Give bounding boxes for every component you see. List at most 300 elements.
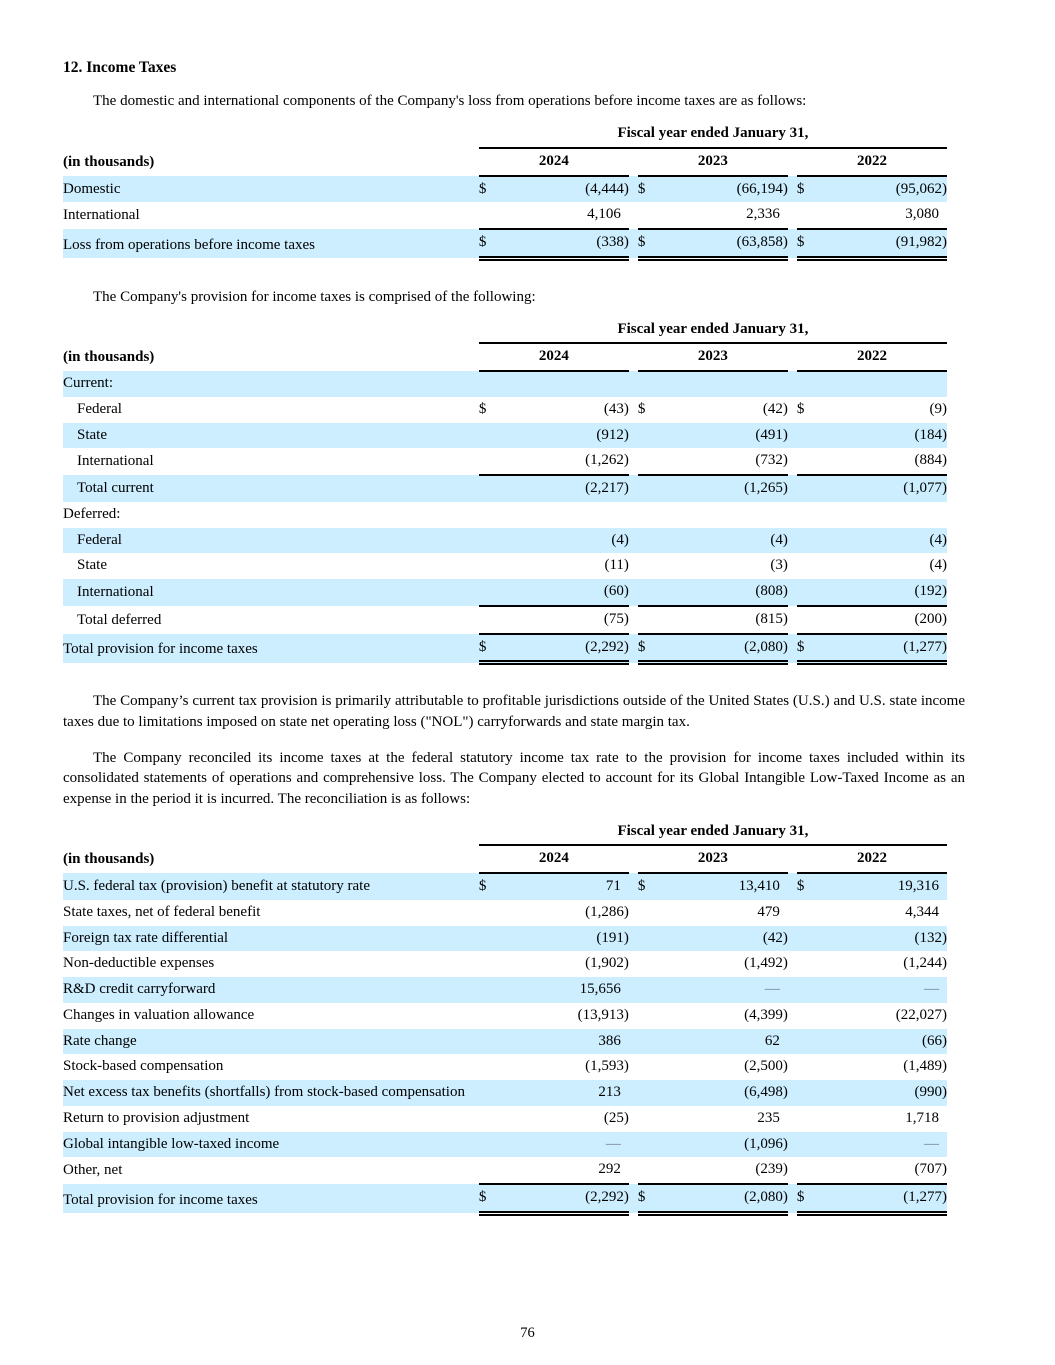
table-row bbox=[63, 371, 947, 397]
value-cell: (6,498) bbox=[660, 1080, 788, 1106]
gap-cell bbox=[470, 202, 479, 229]
row-label: International bbox=[77, 453, 154, 470]
dollar-sign-cell bbox=[479, 1106, 501, 1132]
gap-cell bbox=[470, 634, 479, 663]
dollar-sign-cell: $ bbox=[797, 229, 819, 258]
dollar-sign-cell bbox=[638, 926, 660, 952]
dollar-sign-cell: $ bbox=[479, 176, 501, 203]
year-header: 2022 bbox=[797, 343, 947, 371]
dollar-sign-cell bbox=[797, 553, 819, 579]
units-label: (in thousands) bbox=[63, 851, 155, 868]
value-cell: (815) bbox=[660, 606, 788, 634]
value-cell: 3,080 bbox=[819, 202, 947, 229]
gap-cell bbox=[629, 1054, 638, 1080]
gap-cell bbox=[470, 343, 479, 371]
gap-cell bbox=[470, 873, 479, 900]
gap-cell bbox=[788, 1157, 797, 1184]
paragraph-current-provision-note: The Company’s current tax provision is primarily attributable to profitable jurisdictions outside of the United States (U.S.) and U.S. state income taxes due to limitations imposed on state net operating loss ("NOL") carryforwards and state margin tax. bbox=[63, 693, 965, 730]
dollar-sign-cell bbox=[797, 951, 819, 977]
gap-cell bbox=[470, 121, 479, 148]
value-cell: 13,410 bbox=[660, 873, 788, 900]
value-cell: 235 bbox=[757, 1109, 780, 1126]
row-label: Changes in valuation allowance bbox=[63, 1006, 255, 1023]
table-row bbox=[63, 1054, 947, 1080]
gap-cell bbox=[788, 423, 797, 449]
financial-table-provision-for-income-taxes bbox=[63, 317, 947, 666]
dollar-sign-cell bbox=[638, 579, 660, 606]
dash-placeholder: — bbox=[605, 1135, 621, 1152]
row-label: Global intangible low-taxed income bbox=[63, 1132, 470, 1158]
value-cell: (990) bbox=[819, 1080, 947, 1106]
dollar-sign-cell bbox=[638, 1157, 660, 1184]
dollar-sign-cell: $ bbox=[796, 400, 805, 417]
value-cell: (1,262) bbox=[501, 448, 629, 475]
value-cell bbox=[819, 502, 947, 528]
gap-cell bbox=[629, 553, 638, 579]
gap-cell bbox=[470, 1080, 479, 1106]
value-cell: (1,593) bbox=[585, 1058, 629, 1075]
value-cell: (4) bbox=[929, 557, 947, 574]
year-header: 2023 bbox=[638, 343, 788, 371]
year-header: 2023 bbox=[638, 148, 788, 176]
table-row bbox=[63, 634, 947, 663]
gap-cell bbox=[470, 845, 479, 873]
dollar-sign-cell: $ bbox=[638, 229, 660, 258]
dollar-sign-cell bbox=[479, 202, 501, 229]
dollar-sign-cell: $ bbox=[638, 873, 660, 900]
paragraph-components-intro: The domestic and international components of the Company's loss from operations before income taxes are as follows: bbox=[93, 93, 807, 110]
dollar-sign-cell bbox=[797, 448, 819, 475]
table-row bbox=[63, 926, 947, 952]
gap-cell bbox=[629, 229, 638, 258]
gap-cell bbox=[788, 579, 797, 606]
dollar-sign-cell bbox=[797, 1106, 819, 1132]
gap-cell bbox=[788, 343, 797, 371]
gap-cell bbox=[788, 1029, 797, 1055]
value-cell: (2,080) bbox=[660, 634, 788, 663]
table-row bbox=[63, 423, 947, 449]
period-header: Fiscal year ended January 31, bbox=[479, 819, 947, 846]
row-label: State taxes, net of federal benefit bbox=[63, 903, 261, 920]
year-header-row bbox=[63, 343, 947, 371]
table-row bbox=[63, 502, 947, 528]
dollar-sign-cell bbox=[479, 951, 501, 977]
gap-cell bbox=[629, 343, 638, 371]
row-label: Total provision for income taxes bbox=[63, 634, 470, 663]
value-cell: (192) bbox=[819, 579, 947, 606]
dollar-sign-cell bbox=[638, 900, 660, 926]
value-cell: (4,399) bbox=[744, 1006, 788, 1023]
gap-cell bbox=[629, 900, 638, 926]
gap-cell bbox=[470, 553, 479, 579]
table-row bbox=[63, 606, 947, 634]
year-header: 2022 bbox=[797, 148, 947, 176]
value-cell: (132) bbox=[819, 926, 947, 952]
value-cell: (1,096) bbox=[660, 1132, 788, 1158]
year-header: 2023 bbox=[638, 845, 788, 873]
value-cell bbox=[819, 371, 947, 397]
period-header: Fiscal year ended January 31, bbox=[479, 121, 947, 148]
gap-cell bbox=[470, 1106, 479, 1132]
dollar-sign-cell bbox=[638, 1080, 660, 1106]
row-label: Non-deductible expenses bbox=[63, 955, 215, 972]
gap-cell bbox=[788, 900, 797, 926]
table-row bbox=[63, 229, 947, 258]
year-header-row bbox=[63, 845, 947, 873]
table-provision-for-income-taxes bbox=[63, 317, 965, 666]
row-label-spacer bbox=[63, 317, 470, 344]
dollar-sign-cell bbox=[797, 900, 819, 926]
value-cell: (1,277) bbox=[819, 1184, 947, 1213]
year-header: 2024 bbox=[479, 148, 629, 176]
value-cell: (884) bbox=[819, 448, 947, 475]
gap-cell bbox=[788, 606, 797, 634]
period-header-row bbox=[63, 317, 947, 344]
value-cell: (491) bbox=[660, 423, 788, 449]
gap-cell bbox=[629, 1132, 638, 1158]
dollar-sign-cell bbox=[638, 1003, 660, 1029]
gap-cell bbox=[629, 148, 638, 176]
dollar-sign-cell: $ bbox=[479, 873, 501, 900]
row-label: Foreign tax rate differential bbox=[63, 926, 470, 952]
dollar-sign-cell bbox=[638, 1054, 660, 1080]
value-cell: (95,062) bbox=[819, 176, 947, 203]
dollar-sign-cell bbox=[479, 371, 501, 397]
value-cell: (239) bbox=[660, 1157, 788, 1184]
value-cell: 62 bbox=[660, 1029, 788, 1055]
gap-cell bbox=[470, 1184, 479, 1213]
value-cell: (25) bbox=[603, 1109, 629, 1126]
value-cell: (1,286) bbox=[585, 903, 629, 920]
row-label: Rate change bbox=[63, 1029, 470, 1055]
dollar-sign-cell bbox=[638, 553, 660, 579]
dollar-sign-cell bbox=[479, 926, 501, 952]
gap-cell bbox=[788, 1106, 797, 1132]
gap-cell bbox=[629, 1184, 638, 1213]
dollar-sign-cell: $ bbox=[638, 1184, 660, 1213]
year-header: 2022 bbox=[797, 845, 947, 873]
gap-cell bbox=[470, 579, 479, 606]
value-cell: (66) bbox=[819, 1029, 947, 1055]
gap-cell bbox=[470, 528, 479, 554]
dollar-sign-cell bbox=[638, 448, 660, 475]
value-cell: (22,027) bbox=[895, 1006, 947, 1023]
value-cell: (1,902) bbox=[585, 955, 629, 972]
gap-cell bbox=[470, 1054, 479, 1080]
dollar-sign-cell: $ bbox=[638, 634, 660, 663]
gap-cell bbox=[788, 528, 797, 554]
row-label: U.S. federal tax (provision) benefit at statutory rate bbox=[63, 873, 470, 900]
row-label: Total deferred bbox=[77, 611, 162, 628]
table-row bbox=[63, 202, 947, 229]
gap-cell bbox=[788, 371, 797, 397]
value-cell: (200) bbox=[819, 606, 947, 634]
financial-table-rate-reconciliation bbox=[63, 819, 947, 1216]
dash-placeholder: — bbox=[764, 981, 780, 998]
value-cell: 4,106 bbox=[501, 202, 629, 229]
gap-cell bbox=[788, 926, 797, 952]
table-row bbox=[63, 873, 947, 900]
gap-cell bbox=[788, 397, 797, 423]
dollar-sign-cell bbox=[479, 448, 501, 475]
value-cell bbox=[660, 502, 788, 528]
dollar-sign-cell bbox=[638, 528, 660, 554]
gap-cell bbox=[788, 977, 797, 1003]
table-loss-before-income-taxes bbox=[63, 121, 965, 261]
gap-cell bbox=[470, 423, 479, 449]
table-row bbox=[63, 397, 947, 423]
dollar-sign-cell bbox=[638, 475, 660, 502]
section-heading: 12. Income Taxes bbox=[63, 59, 177, 76]
value-cell: (1,489) bbox=[903, 1058, 947, 1075]
paragraph-provision-intro: The Company's provision for income taxes is comprised of the following: bbox=[93, 288, 536, 305]
value-cell: 71 bbox=[501, 873, 629, 900]
dollar-sign-cell bbox=[479, 1003, 501, 1029]
table-rate-reconciliation bbox=[63, 819, 965, 1216]
dollar-sign-cell bbox=[479, 1132, 501, 1158]
table-row bbox=[63, 1003, 947, 1029]
gap-cell bbox=[629, 423, 638, 449]
page-number: 76 bbox=[520, 1325, 535, 1341]
value-cell: (63,858) bbox=[660, 229, 788, 258]
value-cell bbox=[819, 1132, 947, 1158]
gap-cell bbox=[629, 926, 638, 952]
gap-cell bbox=[470, 229, 479, 258]
gap-cell bbox=[629, 528, 638, 554]
dollar-sign-cell bbox=[638, 1029, 660, 1055]
gap-cell bbox=[470, 1132, 479, 1158]
dollar-sign-cell bbox=[479, 1157, 501, 1184]
row-label: State bbox=[63, 423, 470, 449]
table-row bbox=[63, 1184, 947, 1213]
gap-cell bbox=[470, 977, 479, 1003]
gap-cell bbox=[629, 475, 638, 502]
value-cell: (2,217) bbox=[501, 475, 629, 502]
gap-cell bbox=[629, 1157, 638, 1184]
value-cell: (66,194) bbox=[660, 176, 788, 203]
table-row bbox=[63, 448, 947, 475]
dollar-sign-cell: $ bbox=[638, 176, 660, 203]
value-cell bbox=[501, 371, 629, 397]
dollar-sign-cell bbox=[638, 951, 660, 977]
value-cell: 292 bbox=[501, 1157, 629, 1184]
value-cell: (60) bbox=[501, 579, 629, 606]
gap-cell bbox=[470, 371, 479, 397]
value-cell: (1,077) bbox=[819, 475, 947, 502]
table-row bbox=[63, 1080, 947, 1106]
gap-cell bbox=[629, 448, 638, 475]
value-cell: (1,492) bbox=[744, 955, 788, 972]
row-label: Deferred: bbox=[63, 505, 121, 522]
value-cell: (338) bbox=[501, 229, 629, 258]
gap-cell bbox=[470, 502, 479, 528]
row-label: Federal bbox=[63, 528, 470, 554]
dollar-sign-cell bbox=[797, 423, 819, 449]
row-label-spacer bbox=[63, 819, 470, 846]
gap-cell bbox=[629, 202, 638, 229]
table-row bbox=[63, 553, 947, 579]
dollar-sign-cell bbox=[638, 1106, 660, 1132]
table-row bbox=[63, 900, 947, 926]
value-cell: 1,718 bbox=[905, 1109, 939, 1126]
value-cell: 479 bbox=[757, 903, 780, 920]
gap-cell bbox=[788, 845, 797, 873]
gap-cell bbox=[470, 397, 479, 423]
value-cell: (4) bbox=[660, 528, 788, 554]
value-cell: (191) bbox=[501, 926, 629, 952]
gap-cell bbox=[629, 951, 638, 977]
value-cell: (75) bbox=[501, 606, 629, 634]
year-header-row bbox=[63, 148, 947, 176]
dollar-sign-cell bbox=[479, 423, 501, 449]
gap-cell bbox=[470, 926, 479, 952]
row-label: R&D credit carryforward bbox=[63, 977, 470, 1003]
gap-cell bbox=[788, 448, 797, 475]
dollar-sign-cell bbox=[797, 202, 819, 229]
gap-cell bbox=[629, 634, 638, 663]
dollar-sign-cell: $ bbox=[479, 229, 501, 258]
gap-cell bbox=[788, 475, 797, 502]
table-row bbox=[63, 951, 947, 977]
row-label: Total current bbox=[63, 475, 470, 502]
dollar-sign-cell bbox=[638, 371, 660, 397]
gap-cell bbox=[470, 1029, 479, 1055]
dollar-sign-cell bbox=[479, 1080, 501, 1106]
dollar-sign-cell: $ bbox=[797, 634, 819, 663]
row-label: Domestic bbox=[63, 176, 470, 203]
period-header-row bbox=[63, 819, 947, 846]
gap-cell bbox=[470, 606, 479, 634]
value-cell: 19,316 bbox=[819, 873, 947, 900]
value-cell: 4,344 bbox=[905, 903, 939, 920]
dollar-sign-cell bbox=[797, 371, 819, 397]
value-cell: 2,336 bbox=[660, 202, 788, 229]
value-cell: (2,500) bbox=[744, 1058, 788, 1075]
dollar-sign-cell: $ bbox=[478, 400, 487, 417]
dollar-sign-cell bbox=[797, 1054, 819, 1080]
dollar-sign-cell bbox=[797, 977, 819, 1003]
gap-cell bbox=[788, 502, 797, 528]
row-label: State bbox=[77, 557, 107, 574]
gap-cell bbox=[470, 448, 479, 475]
dollar-sign-cell bbox=[797, 1003, 819, 1029]
row-label: Loss from operations before income taxes bbox=[63, 229, 470, 258]
gap-cell bbox=[788, 1080, 797, 1106]
dollar-sign-cell bbox=[479, 977, 501, 1003]
dash-placeholder: — bbox=[924, 981, 939, 998]
table-row bbox=[63, 977, 947, 1003]
value-cell: (1,244) bbox=[903, 955, 947, 972]
table-row bbox=[63, 1106, 947, 1132]
row-label: Stock-based compensation bbox=[63, 1058, 224, 1075]
year-header: 2024 bbox=[479, 343, 629, 371]
gap-cell bbox=[470, 1003, 479, 1029]
row-label: International bbox=[63, 579, 470, 606]
value-cell: (11) bbox=[604, 557, 629, 574]
value-cell: (13,913) bbox=[577, 1006, 629, 1023]
dollar-sign-cell bbox=[479, 553, 501, 579]
value-cell bbox=[660, 977, 788, 1003]
value-cell bbox=[501, 502, 629, 528]
dollar-sign-cell: $ bbox=[797, 176, 819, 203]
table-row bbox=[63, 1029, 947, 1055]
table-row bbox=[63, 176, 947, 203]
dollar-sign-cell bbox=[797, 1132, 819, 1158]
gap-cell bbox=[629, 371, 638, 397]
dollar-sign-cell: $ bbox=[797, 1184, 819, 1213]
dash-placeholder: — bbox=[924, 1135, 939, 1152]
gap-cell bbox=[629, 1003, 638, 1029]
gap-cell bbox=[788, 229, 797, 258]
table-row bbox=[63, 579, 947, 606]
row-label: Current: bbox=[63, 371, 470, 397]
dollar-sign-cell bbox=[479, 900, 501, 926]
gap-cell bbox=[788, 873, 797, 900]
gap-cell bbox=[629, 1029, 638, 1055]
gap-cell bbox=[629, 397, 638, 423]
gap-cell bbox=[788, 1003, 797, 1029]
dollar-sign-cell bbox=[638, 502, 660, 528]
gap-cell bbox=[470, 819, 479, 846]
value-cell: (184) bbox=[819, 423, 947, 449]
dollar-sign-cell bbox=[638, 1132, 660, 1158]
dollar-sign-cell bbox=[479, 579, 501, 606]
row-label: Total provision for income taxes bbox=[63, 1184, 470, 1213]
gap-cell bbox=[629, 845, 638, 873]
value-cell: (4) bbox=[501, 528, 629, 554]
financial-table-loss-before-income-taxes bbox=[63, 121, 947, 261]
gap-cell bbox=[470, 951, 479, 977]
value-cell: 386 bbox=[501, 1029, 629, 1055]
row-label: Federal bbox=[77, 400, 122, 417]
gap-cell bbox=[788, 176, 797, 203]
value-cell: (808) bbox=[660, 579, 788, 606]
row-label: Net excess tax benefits (shortfalls) from stock-based compensation bbox=[63, 1080, 470, 1106]
dollar-sign-cell: $ bbox=[637, 400, 646, 417]
value-cell: (1,265) bbox=[660, 475, 788, 502]
row-label: Return to provision adjustment bbox=[63, 1109, 250, 1126]
gap-cell bbox=[788, 148, 797, 176]
gap-cell bbox=[470, 1157, 479, 1184]
value-cell: 15,656 bbox=[501, 977, 629, 1003]
dollar-sign-cell bbox=[797, 579, 819, 606]
gap-cell bbox=[788, 1132, 797, 1158]
value-cell: (2,080) bbox=[660, 1184, 788, 1213]
gap-cell bbox=[629, 977, 638, 1003]
dollar-sign-cell bbox=[797, 1080, 819, 1106]
gap-cell bbox=[788, 553, 797, 579]
gap-cell bbox=[629, 176, 638, 203]
dollar-sign-cell bbox=[797, 1029, 819, 1055]
period-header-row bbox=[63, 121, 947, 148]
dollar-sign-cell bbox=[797, 1157, 819, 1184]
value-cell: (42) bbox=[660, 926, 788, 952]
gap-cell bbox=[629, 579, 638, 606]
dollar-sign-cell bbox=[638, 202, 660, 229]
dollar-sign-cell bbox=[797, 606, 819, 634]
table-row bbox=[63, 1157, 947, 1184]
paragraph-reconciliation-intro: The Company reconciled its income taxes at the federal statutory income tax rate to the provision for income taxes included within its consolidated statements of operations and comprehensive loss. The Company elected to account for its Global Intangible Low-Taxed Income as an expense in the period it is incurred. The reconciliation is as follows: bbox=[63, 749, 965, 807]
dollar-sign-cell bbox=[479, 606, 501, 634]
value-cell: 213 bbox=[501, 1080, 629, 1106]
year-header: 2024 bbox=[479, 845, 629, 873]
gap-cell bbox=[629, 1080, 638, 1106]
value-cell: (2,292) bbox=[501, 634, 629, 663]
dollar-sign-cell bbox=[479, 528, 501, 554]
dollar-sign-cell bbox=[797, 475, 819, 502]
value-cell bbox=[501, 1132, 629, 1158]
dollar-sign-cell: $ bbox=[797, 873, 819, 900]
